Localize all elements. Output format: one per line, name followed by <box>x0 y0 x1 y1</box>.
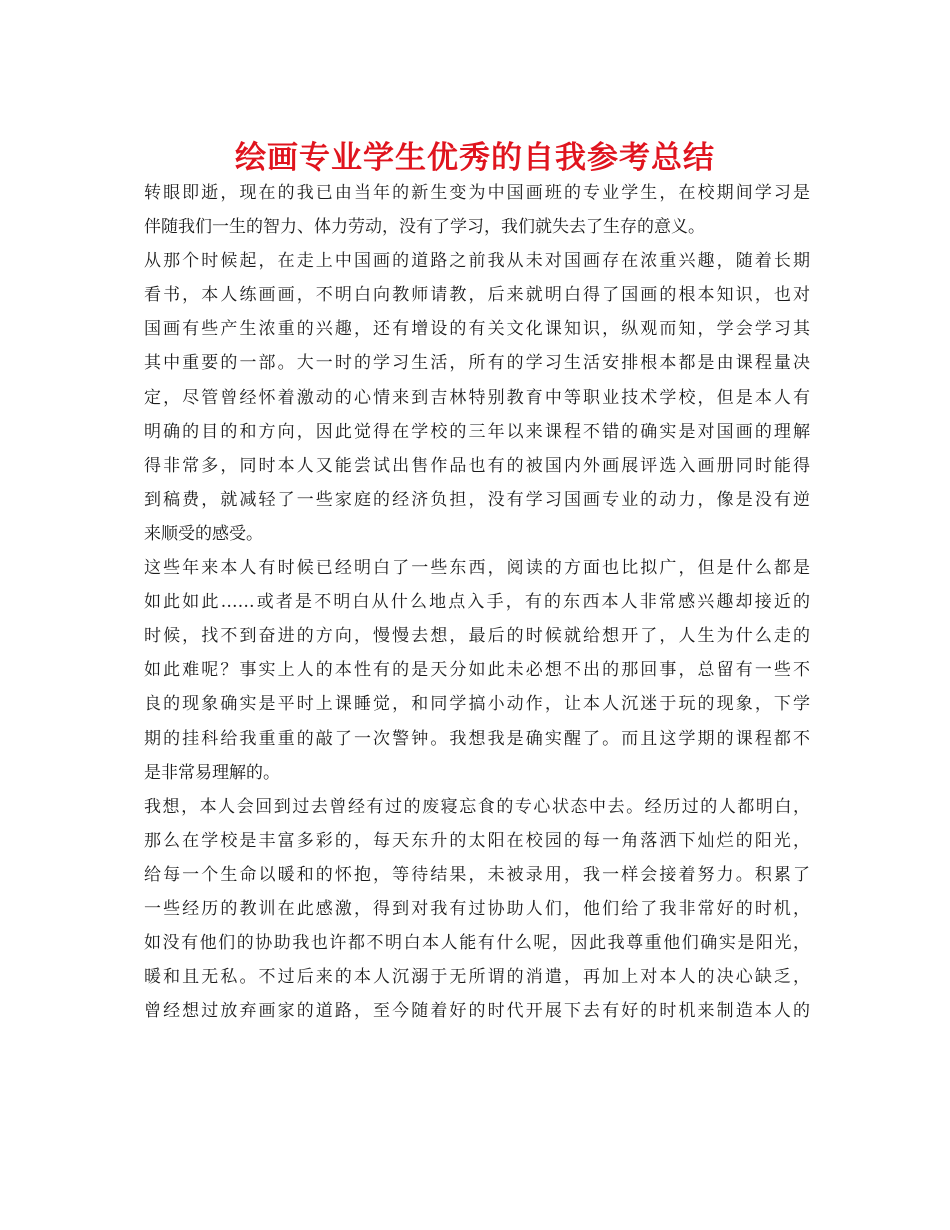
text-line: 得非常多，同时本人又能尝试出售作品也有的被国内外画展评选入画册同时能得 <box>144 455 810 476</box>
text-line: 定，尽管曾经怀着激动的心情来到吉林特别教育中等职业技术学校，但是本人有 <box>144 387 810 408</box>
text-line: 那么在学校是丰富多彩的，每天东升的太阳在校园的每一角落洒下灿烂的阳光， <box>144 830 810 851</box>
text-line: 时候，找不到奋进的方向，慢慢去想，最后的时候就给想开了，人生为什么走的 <box>144 626 810 647</box>
text-line: 暖和且无私。不过后来的本人沉溺于无所谓的消遣，再加上对本人的决心缺乏， <box>144 967 810 988</box>
text-line: 期的挂科给我重重的敲了一次警钟。我想我是确实醒了。而且这学期的课程都不 <box>144 728 810 749</box>
text-line: 看书，本人练画画，不明白向教师请教，后来就明白得了国画的根本知识，也对 <box>144 285 810 306</box>
text-line: 我想，本人会回到过去曾经有过的废寝忘食的专心状态中去。经历过的人都明白， <box>144 796 810 817</box>
document-body <box>144 176 810 1028</box>
text-line: 到稿费，就减轻了一些家庭的经济负担，没有学习国画专业的动力，像是没有逆 <box>144 489 810 510</box>
text-line: 国画有些产生浓重的兴趣，还有增设的有关文化课知识，纵观而知，学会学习其 <box>144 319 810 340</box>
text-line: 如此如此……或者是不明白从什么地点入手，有的东西本人非常感兴趣却接近的 <box>144 592 810 613</box>
text-line: 从那个时候起，在走上中国画的道路之前我从未对国画存在浓重兴趣，随着长期 <box>144 251 810 272</box>
text-line: 给每一个生命以暖和的怀抱，等待结果，未被录用，我一样会接着努力。积累了 <box>144 864 810 885</box>
text-line: 一些经历的教训在此感激，得到对我有过协助人们，他们给了我非常好的时机， <box>144 898 810 919</box>
text-line: 其中重要的一部。大一时的学习生活，所有的学习生活安排根本都是由课程量决 <box>144 353 810 374</box>
text-line: 伴随我们一生的智力、体力劳动，没有了学习，我们就失去了生存的意义。 <box>144 217 705 238</box>
document-title: 绘画专业学生优秀的自我参考总结 <box>235 140 715 176</box>
text-line: 是非常易理解的。 <box>144 762 280 783</box>
text-line: 转眼即逝，现在的我已由当年的新生变为中国画班的专业学生，在校期间学习是 <box>144 183 810 203</box>
text-line: 明确的目的和方向，因此觉得在学校的三年以来课程不错的确实是对国画的理解 <box>144 421 810 442</box>
text-line: 这些年来本人有时候已经明白了一些东西，阅读的方面也比拟广，但是什么都是 <box>144 558 810 579</box>
text-line: 来顺受的感受。 <box>144 523 263 544</box>
text-line: 如没有他们的协助我也许都不明白本人能有什么呢，因此我尊重他们确实是阳光， <box>144 933 810 954</box>
text-line: 良的现象确实是平时上课睡觉，和同学搞小动作，让本人沉迷于玩的现象，下学 <box>144 694 810 715</box>
text-line: 曾经想过放弃画家的道路，至今随着好的时代开展下去有好的时机来制造本人的 <box>144 1001 810 1022</box>
text-line: 如此难呢？事实上人的本性有的是天分如此未必想不出的那回事，总留有一些不 <box>144 660 810 681</box>
